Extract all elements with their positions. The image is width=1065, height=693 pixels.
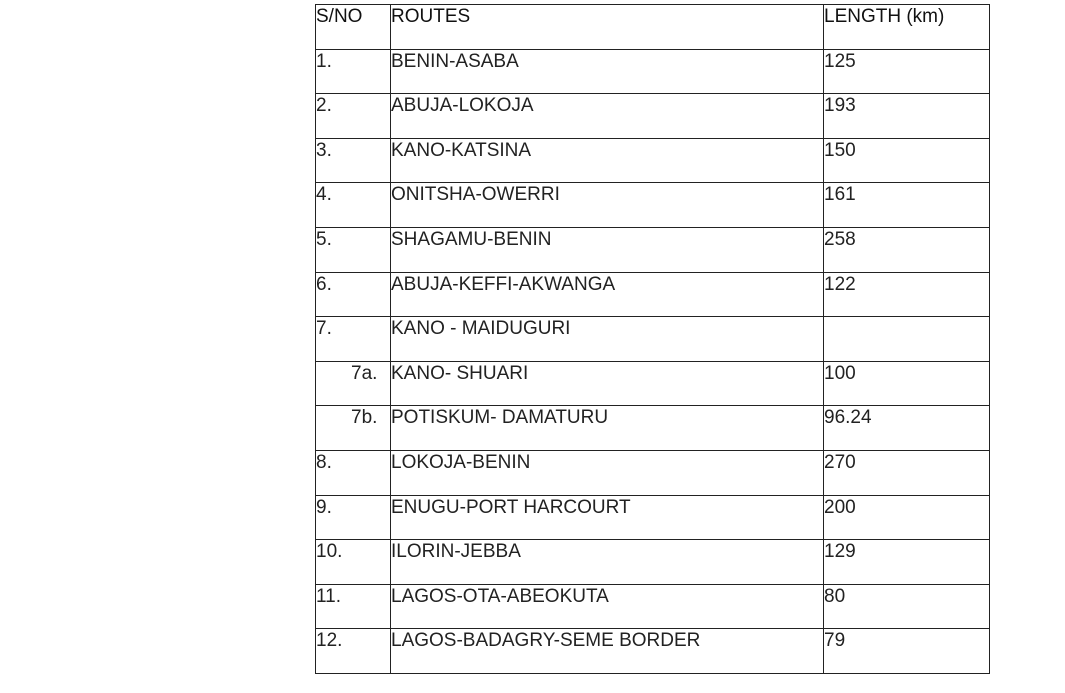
- table-body: [316, 49, 990, 673]
- row-sno: 6.: [316, 272, 391, 317]
- header-row: [316, 5, 990, 50]
- row-sno: 11.: [316, 584, 391, 629]
- row-sno: 7b.: [316, 406, 391, 451]
- row-sno: 9.: [316, 495, 391, 540]
- row-length: 200: [824, 495, 990, 540]
- routes-table: [315, 4, 990, 674]
- row-route: ONITSHA-OWERRI: [391, 183, 824, 228]
- row-route: POTISKUM- DAMATURU: [391, 406, 824, 451]
- row-sno: 8.: [316, 450, 391, 495]
- row-route: LAGOS-BADAGRY-SEME BORDER: [391, 629, 824, 674]
- row-sno: 7.: [316, 317, 391, 362]
- row-route: LOKOJA-BENIN: [391, 450, 824, 495]
- row-length: [824, 317, 990, 362]
- table-row: [316, 540, 990, 585]
- table-row: [316, 138, 990, 183]
- row-route: KANO-KATSINA: [391, 138, 824, 183]
- row-length: 161: [824, 183, 990, 228]
- row-route: BENIN-ASABA: [391, 49, 824, 94]
- row-route: KANO - MAIDUGURI: [391, 317, 824, 362]
- table-row: [316, 227, 990, 272]
- row-sno: 5.: [316, 227, 391, 272]
- row-length: 80: [824, 584, 990, 629]
- table-row: [316, 629, 990, 674]
- row-length: 125: [824, 49, 990, 94]
- row-length: 96.24: [824, 406, 990, 451]
- header-routes: ROUTES: [391, 5, 824, 50]
- header-sno: S/NO: [316, 5, 391, 50]
- table-row: [316, 317, 990, 362]
- row-sno: 12.: [316, 629, 391, 674]
- row-route: ILORIN-JEBBA: [391, 540, 824, 585]
- table-row: [316, 495, 990, 540]
- table-row: [316, 94, 990, 139]
- row-route: LAGOS-OTA-ABEOKUTA: [391, 584, 824, 629]
- table-row: [316, 361, 990, 406]
- row-length: 100: [824, 361, 990, 406]
- row-length: 270: [824, 450, 990, 495]
- row-route: KANO- SHUARI: [391, 361, 824, 406]
- header-length: LENGTH (km): [824, 5, 990, 50]
- table-row: [316, 406, 990, 451]
- row-sno: 3.: [316, 138, 391, 183]
- table-row: [316, 183, 990, 228]
- row-sno: 7a.: [316, 361, 391, 406]
- table-row: [316, 49, 990, 94]
- row-route: SHAGAMU-BENIN: [391, 227, 824, 272]
- row-length: 193: [824, 94, 990, 139]
- table-row: [316, 450, 990, 495]
- row-route: ABUJA-KEFFI-AKWANGA: [391, 272, 824, 317]
- row-length: 129: [824, 540, 990, 585]
- row-length: 122: [824, 272, 990, 317]
- row-route: ABUJA-LOKOJA: [391, 94, 824, 139]
- row-route: ENUGU-PORT HARCOURT: [391, 495, 824, 540]
- table-header: [316, 5, 990, 50]
- row-length: 79: [824, 629, 990, 674]
- row-sno: 10.: [316, 540, 391, 585]
- row-sno: 2.: [316, 94, 391, 139]
- row-sno: 1.: [316, 49, 391, 94]
- table-row: [316, 272, 990, 317]
- row-length: 150: [824, 138, 990, 183]
- row-sno: 4.: [316, 183, 391, 228]
- row-length: 258: [824, 227, 990, 272]
- table-row: [316, 584, 990, 629]
